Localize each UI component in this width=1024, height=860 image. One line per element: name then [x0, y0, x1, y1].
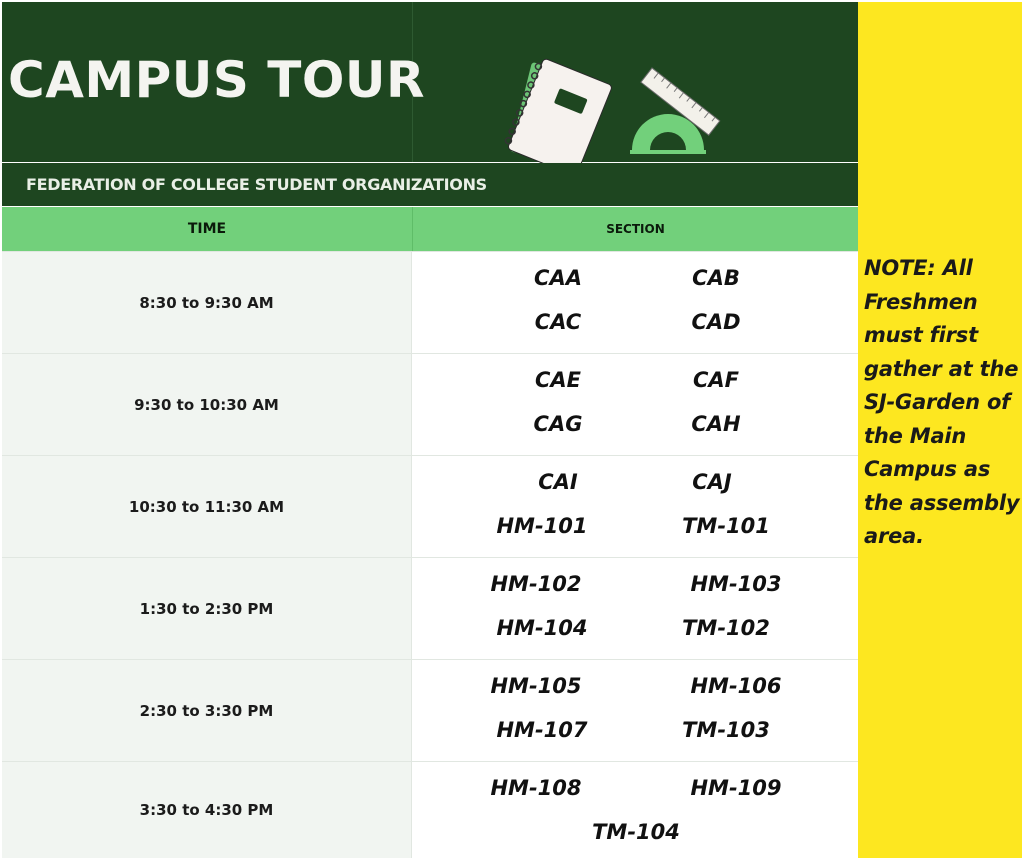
section-code: HM-101 [496, 514, 588, 538]
section-code: TM-102 [682, 616, 770, 640]
section-code: CAF [692, 368, 740, 392]
table-row [2, 251, 858, 353]
section-code: TM-101 [682, 514, 770, 538]
section-code: CAD [691, 310, 741, 334]
assembly-note: NOTE: All Freshmen must first gather at the SJ-Garden of the Main Campus as the assembly area. [864, 256, 1020, 548]
time-cell: 9:30 to 10:30 AM [2, 354, 412, 455]
time-cell: 8:30 to 9:30 AM [2, 252, 412, 353]
table-row [2, 455, 858, 557]
table-row [2, 659, 858, 761]
section-code: HM-103 [690, 572, 782, 596]
section-code: TM-104 [592, 820, 680, 844]
section-cell [412, 456, 858, 557]
schedule-rows [2, 251, 858, 858]
section-code: CAH [691, 412, 741, 436]
table-row [2, 557, 858, 659]
section-code: CAI [538, 470, 578, 494]
section-code: HM-108 [490, 776, 582, 800]
section-cell [412, 558, 858, 659]
section-code: CAE [534, 368, 582, 392]
column-header-time: TIME [187, 221, 227, 237]
table-row [2, 761, 858, 858]
section-code: CAG [533, 412, 583, 436]
section-code: TM-103 [682, 718, 770, 742]
time-cell: 10:30 to 11:30 AM [2, 456, 412, 557]
table-row [2, 353, 858, 455]
note-panel [858, 2, 1022, 858]
time-cell: 1:30 to 2:30 PM [2, 558, 412, 659]
schedule-sheet [2, 2, 858, 858]
section-code: CAB [692, 266, 740, 290]
section-code: CAJ [692, 470, 732, 494]
section-cell [412, 252, 858, 353]
section-code: HM-107 [496, 718, 588, 742]
organization-bar [2, 163, 858, 206]
section-cell [412, 660, 858, 761]
time-cell: 2:30 to 3:30 PM [2, 660, 412, 761]
section-code: CAA [534, 266, 582, 290]
section-code: HM-109 [690, 776, 782, 800]
section-code: HM-106 [690, 674, 782, 698]
time-cell: 3:30 to 4:30 PM [2, 762, 412, 858]
section-code: CAC [534, 310, 582, 334]
table-header [2, 207, 858, 251]
notebook-ruler-protractor-icon [482, 54, 742, 164]
section-code: HM-105 [490, 674, 582, 698]
column-header-section: SECTION [606, 222, 665, 236]
page-title: CAMPUS TOUR [8, 51, 426, 109]
section-code: HM-104 [496, 616, 588, 640]
organization-name: FEDERATION OF COLLEGE STUDENT ORGANIZATIONS [26, 175, 487, 194]
header-banner [2, 2, 858, 162]
section-cell [412, 762, 858, 858]
section-code: HM-102 [490, 572, 582, 596]
section-cell [412, 354, 858, 455]
